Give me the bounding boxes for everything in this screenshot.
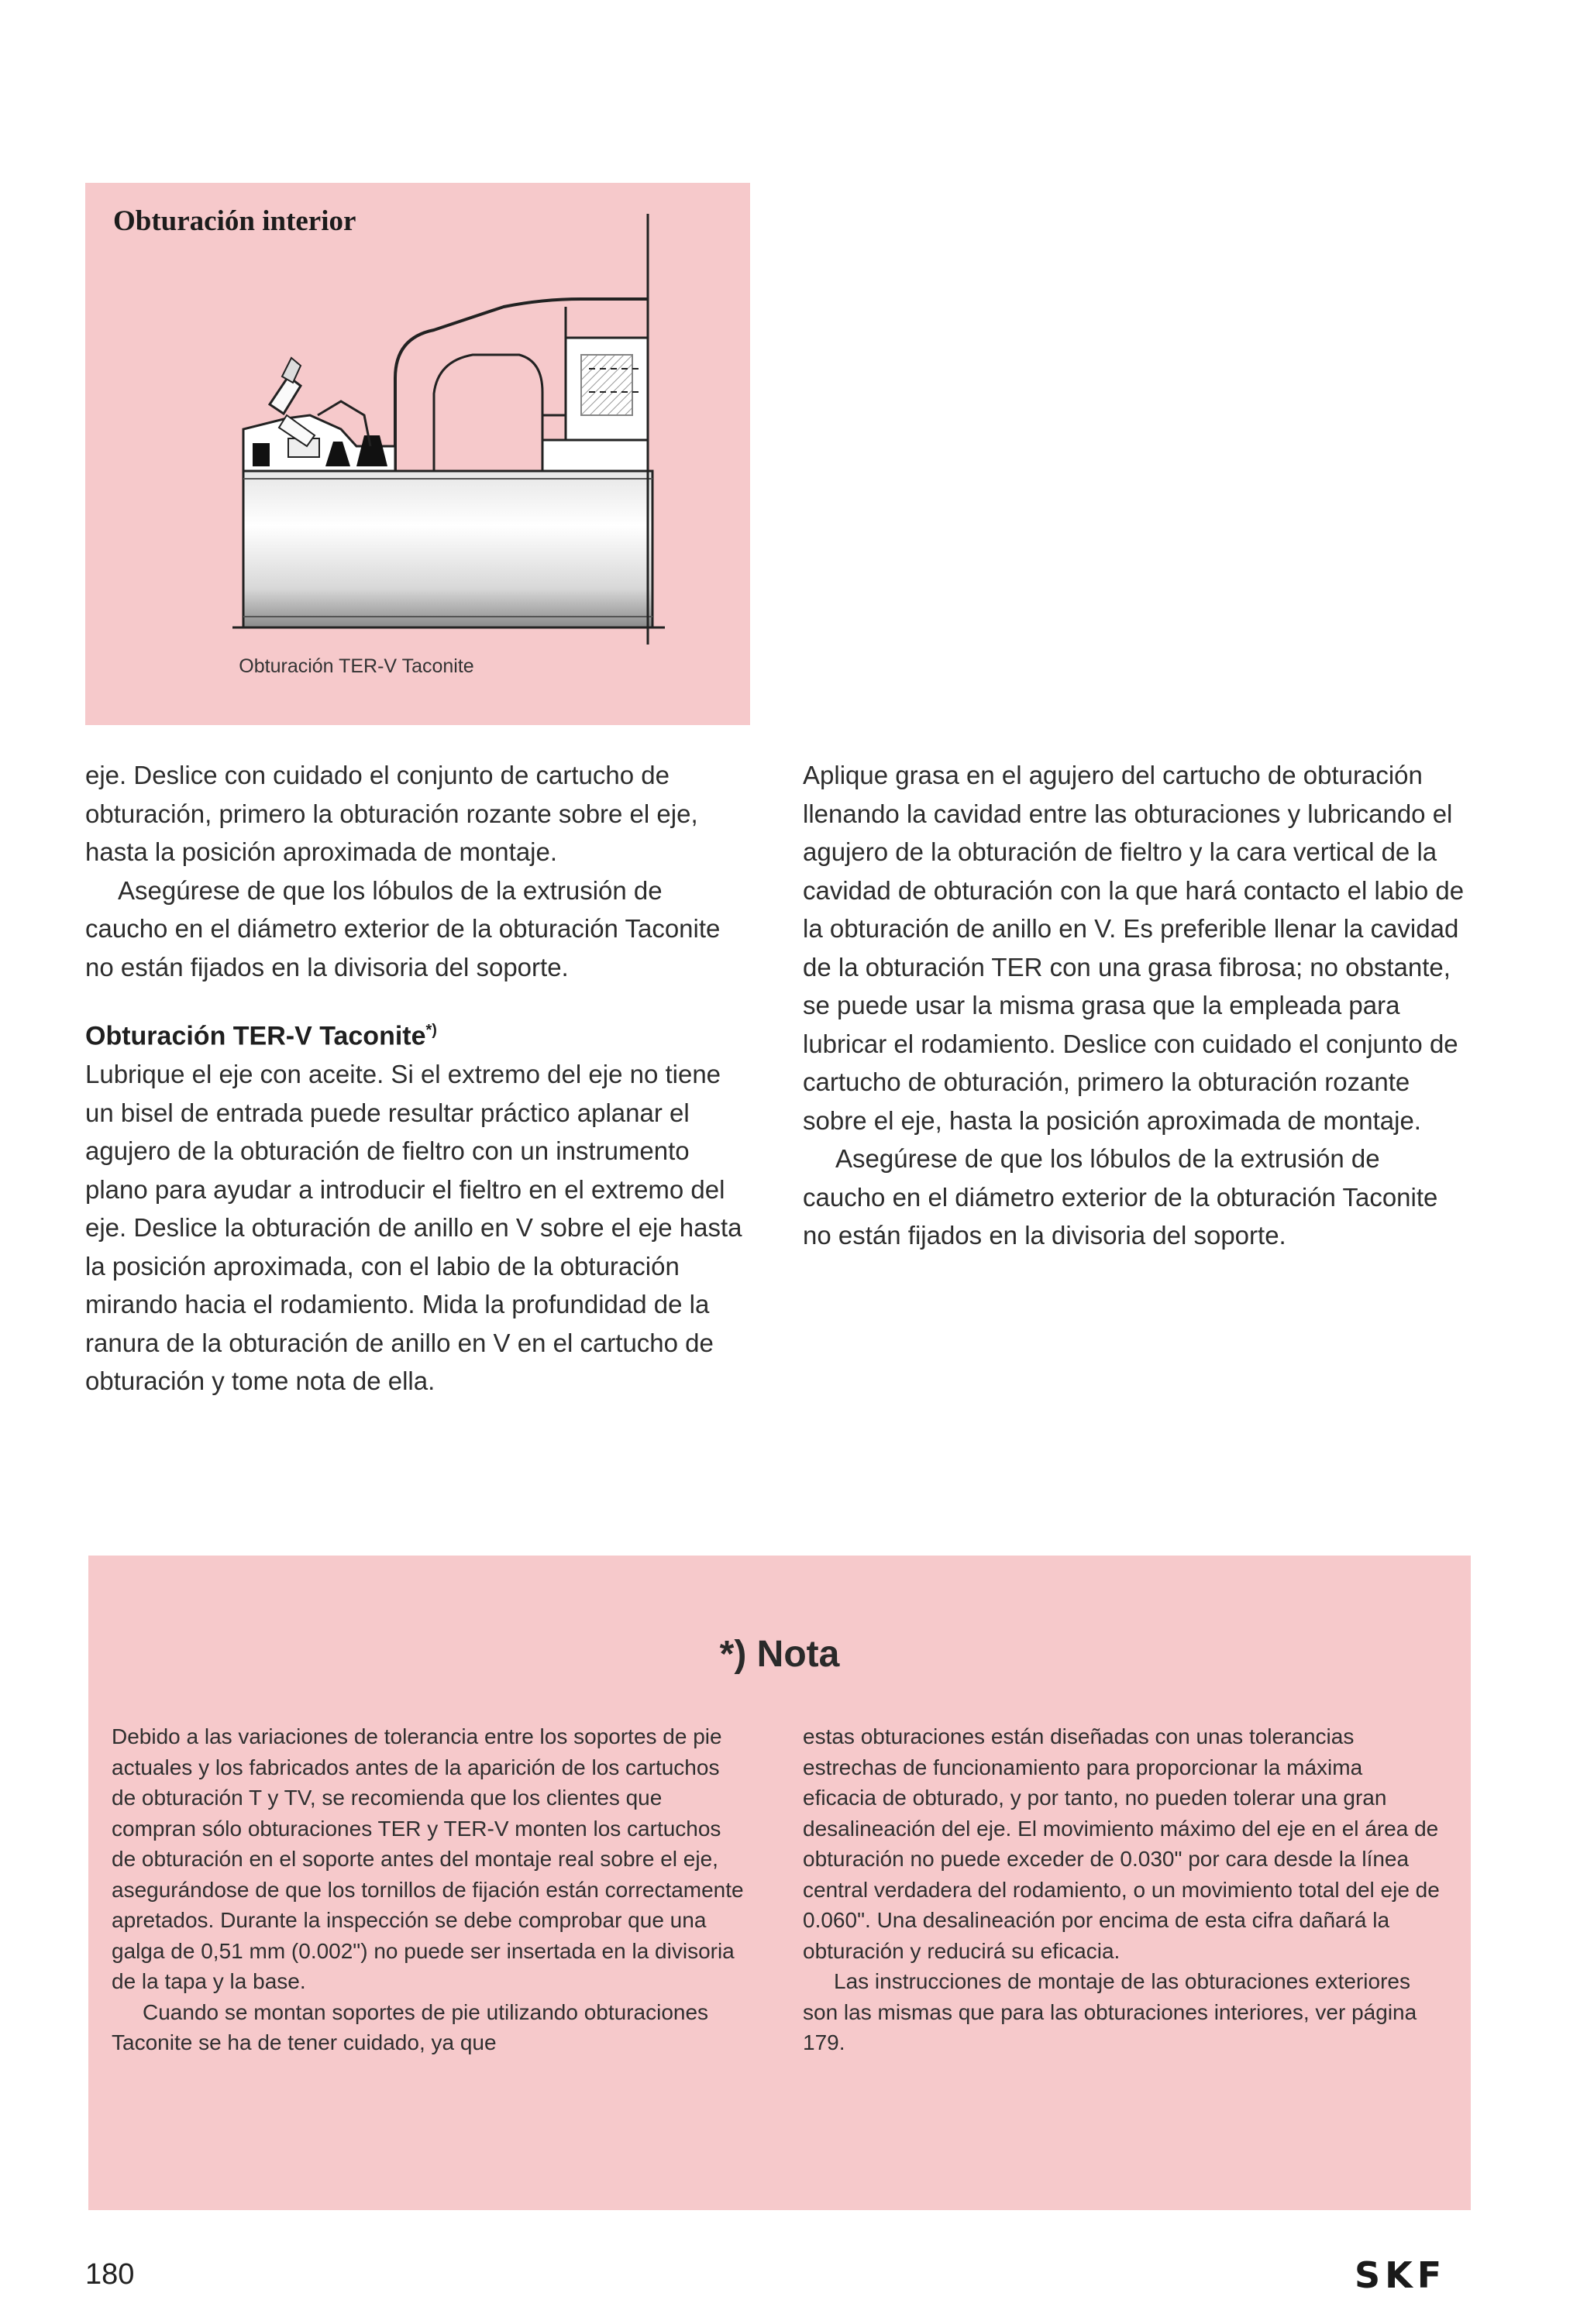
left-paragraph-2: Asegúrese de que los lóbulos de la extrusión de caucho en el diámetro exterior de la obturación Taconite no están fijados en la divisoria del soporte.	[85, 875, 721, 982]
right-paragraph-1: Aplique grasa en el agujero del cartucho de obturación llenando la cavidad entre las obturaciones y lubricando el agujero de la obturación de fieltro y la cara vertical de la cavidad de obturación con la que hará contacto el labio de la obturación de anillo en V. Es preferible llenar la cavidad de la obturación TER con una grasa fibrosa; no obstante, se puede usar la misma grasa que la empleada para lubricar el rodamiento. Deslice con cuidado el conjunto de cartucho de obturación, primero la obturación rozante sobre el eje, hasta la posición aproximada de montaje.	[803, 761, 1465, 1135]
figure-caption: Obturación TER-V Taconite	[239, 655, 474, 677]
left-paragraph-3: Lubrique el eje con aceite. Si el extremo del eje no tiene un bisel de entrada puede resultar práctico aplanar el agujero de la obturación de fieltro con un instrumento plano para ayudar a introducir el fieltro en el extremo del eje. Deslice la obturación de anillo en V sobre el eje hasta la posición aproximada, con el labio de la obturación mirando hacia el rodamiento. Mida la profundidad de la ranura de la obturación de anillo en V en el cartucho de obturación y tome nota de ella.	[85, 1060, 742, 1396]
note-right-paragraph-1: estas obturaciones están diseñadas con unas tolerancias estrechas de funcionamiento para proporcionar la máxima eficacia de obturado, y por tanto, no pueden tolerar una gran desalineación del eje. El movimiento máximo del eje en el área de obturación no puede exceder de 0.030" por cara desde la línea central verdadera del rodamiento, o un movimiento total del eje de 0.060". Una desalineación por encima de esta cifra dañará la obturación y reducirá su eficacia.	[803, 1724, 1440, 1963]
left-paragraph-1: eje. Deslice con cuidado el conjunto de cartucho de obturación, primero la obturación rozante sobre el eje, hasta la posición aproximada de montaje.	[85, 761, 698, 866]
figure-title: Obturación interior	[113, 205, 356, 237]
figure-panel	[85, 183, 750, 725]
note-right-column	[803, 1721, 1440, 2058]
section-heading	[85, 1011, 750, 1055]
right-column	[803, 756, 1468, 1255]
skf-logo: SKF	[1355, 2254, 1447, 2296]
section-heading-mark: *)	[425, 1022, 437, 1039]
note-title: *) Nota	[719, 1634, 840, 1675]
note-left-paragraph-1: Debido a las variaciones de tolerancia entre los soportes de pie actuales y los fabricados antes de la aparición de los cartuchos de obturación T y TV, se recomienda que los clientes que compran sólo obturaciones TER y TER-V monten los cartuchos de obturación en el soporte antes del montaje real sobre el eje, asegurándose de que los tornillos de fijación están correctamente apretados. Durante la inspección se debe comprobar que una galga de 0,51 mm (0.002") no puede ser insertada en la divisoria de la tapa y la base.	[112, 1724, 744, 1993]
note-left-paragraph-2: Cuando se montan soportes de pie utilizando obturaciones Taconite se ha de tener cuidado, ya que	[112, 1999, 709, 2054]
section-heading-text: Obturación TER-V Taconite	[85, 1021, 426, 1051]
note-left-column	[112, 1721, 749, 2058]
note-panel	[88, 1556, 1471, 2210]
left-column	[85, 756, 750, 1401]
right-paragraph-2: Asegúrese de que los lóbulos de la extrusión de caucho en el diámetro exterior de la obturación Taconite no están fijados en la divisoria del soporte.	[803, 1144, 1438, 1250]
seal-cross-section-drawing	[85, 183, 750, 725]
note-right-paragraph-2: Las instrucciones de montaje de las obturaciones exteriores son las mismas que para las obturaciones interiores, ver página 179.	[803, 1969, 1417, 2054]
page-number: 180	[85, 2258, 135, 2291]
